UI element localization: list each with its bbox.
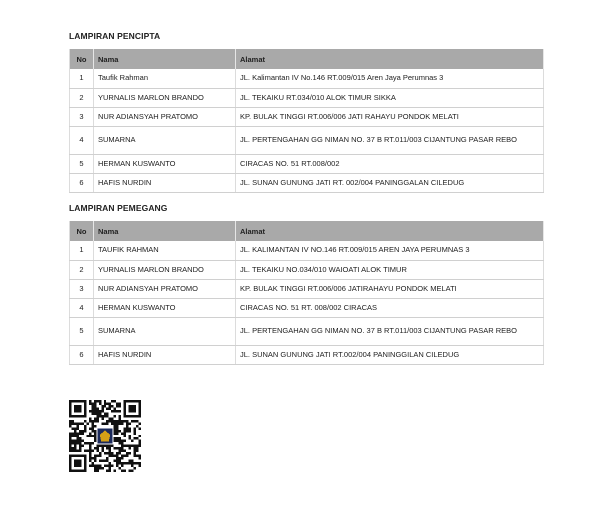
cell-no: 3 xyxy=(70,107,94,126)
table-row xyxy=(70,260,544,279)
table-row xyxy=(70,317,544,345)
cell-nama: YURNALIS MARLON BRANDO xyxy=(94,88,236,107)
cell-nama: HAFIS NURDIN xyxy=(94,173,236,192)
table-pemegang xyxy=(69,221,544,365)
cell-nama: HAFIS NURDIN xyxy=(94,345,236,364)
table-row xyxy=(70,298,544,317)
cell-no: 1 xyxy=(70,241,94,260)
cell-nama: HERMAN KUSWANTO xyxy=(94,154,236,173)
cell-alamat: KP. BULAK TINGGI RT.006/006 JATIRAHAYU PONDOK MELATI xyxy=(236,279,544,298)
cell-alamat: KP. BULAK TINGGI RT.006/006 JATI RAHAYU PONDOK MELATI xyxy=(236,107,544,126)
cell-alamat: JL. PERTENGAHAN GG NIMAN NO. 37 B RT.011/003 CIJANTUNG PASAR REBO xyxy=(236,126,544,154)
cell-no: 6 xyxy=(70,345,94,364)
cell-nama: TAUFIK RAHMAN xyxy=(94,241,236,260)
cell-no: 5 xyxy=(70,154,94,173)
cell-nama: SUMARNA xyxy=(94,317,236,345)
cell-no: 1 xyxy=(70,69,94,88)
column-header-alamat: Alamat xyxy=(236,49,544,69)
column-header-alamat: Alamat xyxy=(236,221,544,241)
cell-alamat: CIRACAS NO. 51 RT.008/002 xyxy=(236,154,544,173)
cell-nama: SUMARNA xyxy=(94,126,236,154)
qr-code-icon xyxy=(69,400,141,472)
cell-nama: NUR ADIANSYAH PRATOMO xyxy=(94,107,236,126)
table-row xyxy=(70,173,544,192)
cell-no: 6 xyxy=(70,173,94,192)
cell-no: 4 xyxy=(70,298,94,317)
table-row xyxy=(70,241,544,260)
table-row xyxy=(70,279,544,298)
column-header-no: No xyxy=(70,221,94,241)
column-header-no: No xyxy=(70,49,94,69)
cell-no: 5 xyxy=(70,317,94,345)
cell-no: 2 xyxy=(70,260,94,279)
table-header-row xyxy=(70,221,544,241)
cell-no: 3 xyxy=(70,279,94,298)
table-row xyxy=(70,107,544,126)
table-row xyxy=(70,154,544,173)
cell-alamat: JL. SUNAN GUNUNG JATI RT.002/004 PANINGGILAN CILEDUG xyxy=(236,345,544,364)
table-header-row xyxy=(70,49,544,69)
cell-alamat: JL. PERTENGAHAN GG NIMAN NO. 37 B RT.011/003 CIJANTUNG PASAR REBO xyxy=(236,317,544,345)
cell-nama: HERMAN KUSWANTO xyxy=(94,298,236,317)
cell-alamat: JL. TEKAIKU RT.034/010 ALOK TIMUR SIKKA xyxy=(236,88,544,107)
cell-nama: YURNALIS MARLON BRANDO xyxy=(94,260,236,279)
table-pencipta xyxy=(69,49,544,193)
cell-alamat: CIRACAS NO. 51 RT. 008/002 CIRACAS xyxy=(236,298,544,317)
cell-alamat: JL. SUNAN GUNUNG JATI RT. 002/004 PANINGGALAN CILEDUG xyxy=(236,173,544,192)
cell-alamat: JL. Kalimantan IV No.146 RT.009/015 Aren Jaya Perumnas 3 xyxy=(236,69,544,88)
cell-alamat: JL. KALIMANTAN IV NO.146 RT.009/015 AREN JAYA PERUMNAS 3 xyxy=(236,241,544,260)
cell-nama: NUR ADIANSYAH PRATOMO xyxy=(94,279,236,298)
table-row xyxy=(70,88,544,107)
section-title-pemegang: LAMPIRAN PEMEGANG xyxy=(69,203,168,213)
cell-no: 4 xyxy=(70,126,94,154)
table-row xyxy=(70,345,544,364)
column-header-nama: Nama xyxy=(94,221,236,241)
column-header-nama: Nama xyxy=(94,49,236,69)
cell-no: 2 xyxy=(70,88,94,107)
section-title-pencipta: LAMPIRAN PENCIPTA xyxy=(69,31,161,41)
table-row xyxy=(70,126,544,154)
cell-nama: Taufik Rahman xyxy=(94,69,236,88)
table-row xyxy=(70,69,544,88)
cell-alamat: JL. TEKAIKU NO.034/010 WAIOATI ALOK TIMUR xyxy=(236,260,544,279)
